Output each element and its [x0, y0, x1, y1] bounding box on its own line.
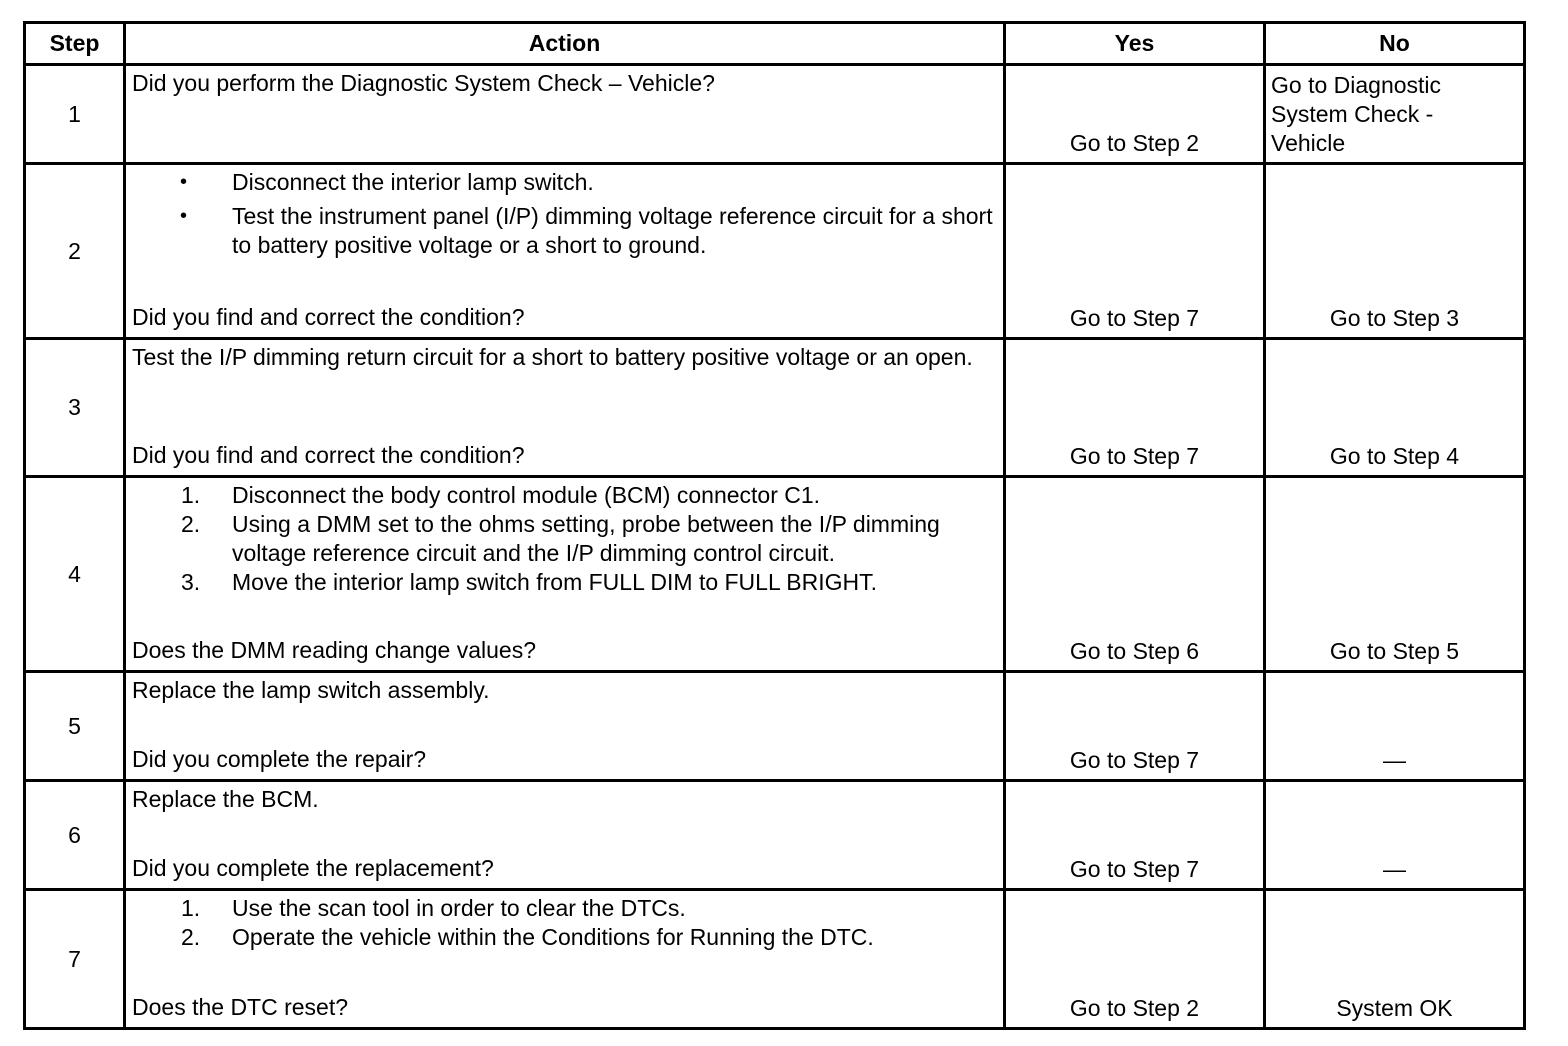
- question-text: Does the DMM reading change values?: [132, 637, 537, 663]
- step-number: 6: [25, 781, 125, 890]
- numbered-list: [132, 481, 997, 597]
- action-text: Replace the BCM.: [132, 786, 319, 812]
- yes-cell: Go to Step 7: [1005, 164, 1265, 339]
- action-cell: [125, 164, 1005, 339]
- question-text: Did you complete the repair?: [132, 746, 427, 772]
- bullet-icon: •: [180, 205, 188, 227]
- header-row: [25, 23, 1525, 65]
- yes-cell: Go to Step 7: [1005, 339, 1265, 477]
- numbered-list: [132, 894, 997, 952]
- question-text: Does the DTC reset?: [132, 994, 349, 1020]
- list-item: 1. Use the scan tool in order to clear the DTCs.: [181, 895, 686, 921]
- step-number: 2: [25, 164, 125, 339]
- list-item: 2. Using a DMM set to the ohms setting, probe between the I/P dimming voltage reference circuit and the I/P dimming control circuit.: [181, 511, 940, 566]
- step-number: 5: [25, 672, 125, 781]
- question-text: Did you find and correct the condition?: [132, 304, 525, 330]
- bullet-icon: •: [180, 171, 188, 193]
- step-number: 1: [25, 65, 125, 164]
- no-cell: Go to Step 5: [1265, 477, 1525, 672]
- table-row: [25, 65, 1525, 164]
- yes-cell: Go to Step 7: [1005, 672, 1265, 781]
- table-row: [25, 339, 1525, 477]
- table-row: [25, 781, 1525, 890]
- table-row: [25, 477, 1525, 672]
- yes-cell: Go to Step 2: [1005, 65, 1265, 164]
- header-action: Action: [125, 23, 1005, 65]
- action-text: Replace the lamp switch assembly.: [132, 677, 490, 703]
- table-row: [25, 890, 1525, 1029]
- yes-cell: Go to Step 6: [1005, 477, 1265, 672]
- table-row: [25, 672, 1525, 781]
- action-cell: [125, 339, 1005, 477]
- list-item: 3. Move the interior lamp switch from FULL DIM to FULL BRIGHT.: [181, 569, 878, 595]
- bullet-list: [132, 168, 997, 260]
- header-yes: Yes: [1005, 23, 1265, 65]
- action-cell: [125, 477, 1005, 672]
- no-cell: —: [1265, 672, 1525, 781]
- no-cell: Go to Diagnostic System Check - Vehicle: [1265, 65, 1525, 164]
- list-item: • Disconnect the interior lamp switch.: [180, 169, 594, 195]
- no-cell: Go to Step 3: [1265, 164, 1525, 339]
- no-cell: System OK: [1265, 890, 1525, 1029]
- step-number: 4: [25, 477, 125, 672]
- list-item: • Test the instrument panel (I/P) dimming voltage reference circuit for a short to battery positive voltage or a short to ground.: [180, 203, 993, 258]
- header-no: No: [1265, 23, 1525, 65]
- action-text: Did you perform the Diagnostic System Check – Vehicle?: [132, 70, 715, 96]
- action-text: Test the I/P dimming return circuit for a short to battery positive voltage or an open.: [132, 344, 973, 370]
- list-item: 2. Operate the vehicle within the Conditions for Running the DTC.: [181, 924, 874, 950]
- no-cell: —: [1265, 781, 1525, 890]
- action-cell: [125, 781, 1005, 890]
- yes-cell: Go to Step 2: [1005, 890, 1265, 1029]
- header-step: Step: [25, 23, 125, 65]
- yes-cell: Go to Step 7: [1005, 781, 1265, 890]
- no-cell: Go to Step 4: [1265, 339, 1525, 477]
- action-cell: [125, 65, 1005, 164]
- step-number: 3: [25, 339, 125, 477]
- question-text: Did you find and correct the condition?: [132, 442, 525, 468]
- action-cell: [125, 890, 1005, 1029]
- question-text: Did you complete the replacement?: [132, 855, 494, 881]
- table-row: [25, 164, 1525, 339]
- action-cell: [125, 672, 1005, 781]
- list-item: 1. Disconnect the body control module (BCM) connector C1.: [181, 482, 821, 508]
- diagnostic-table: [23, 21, 1526, 1030]
- step-number: 7: [25, 890, 125, 1029]
